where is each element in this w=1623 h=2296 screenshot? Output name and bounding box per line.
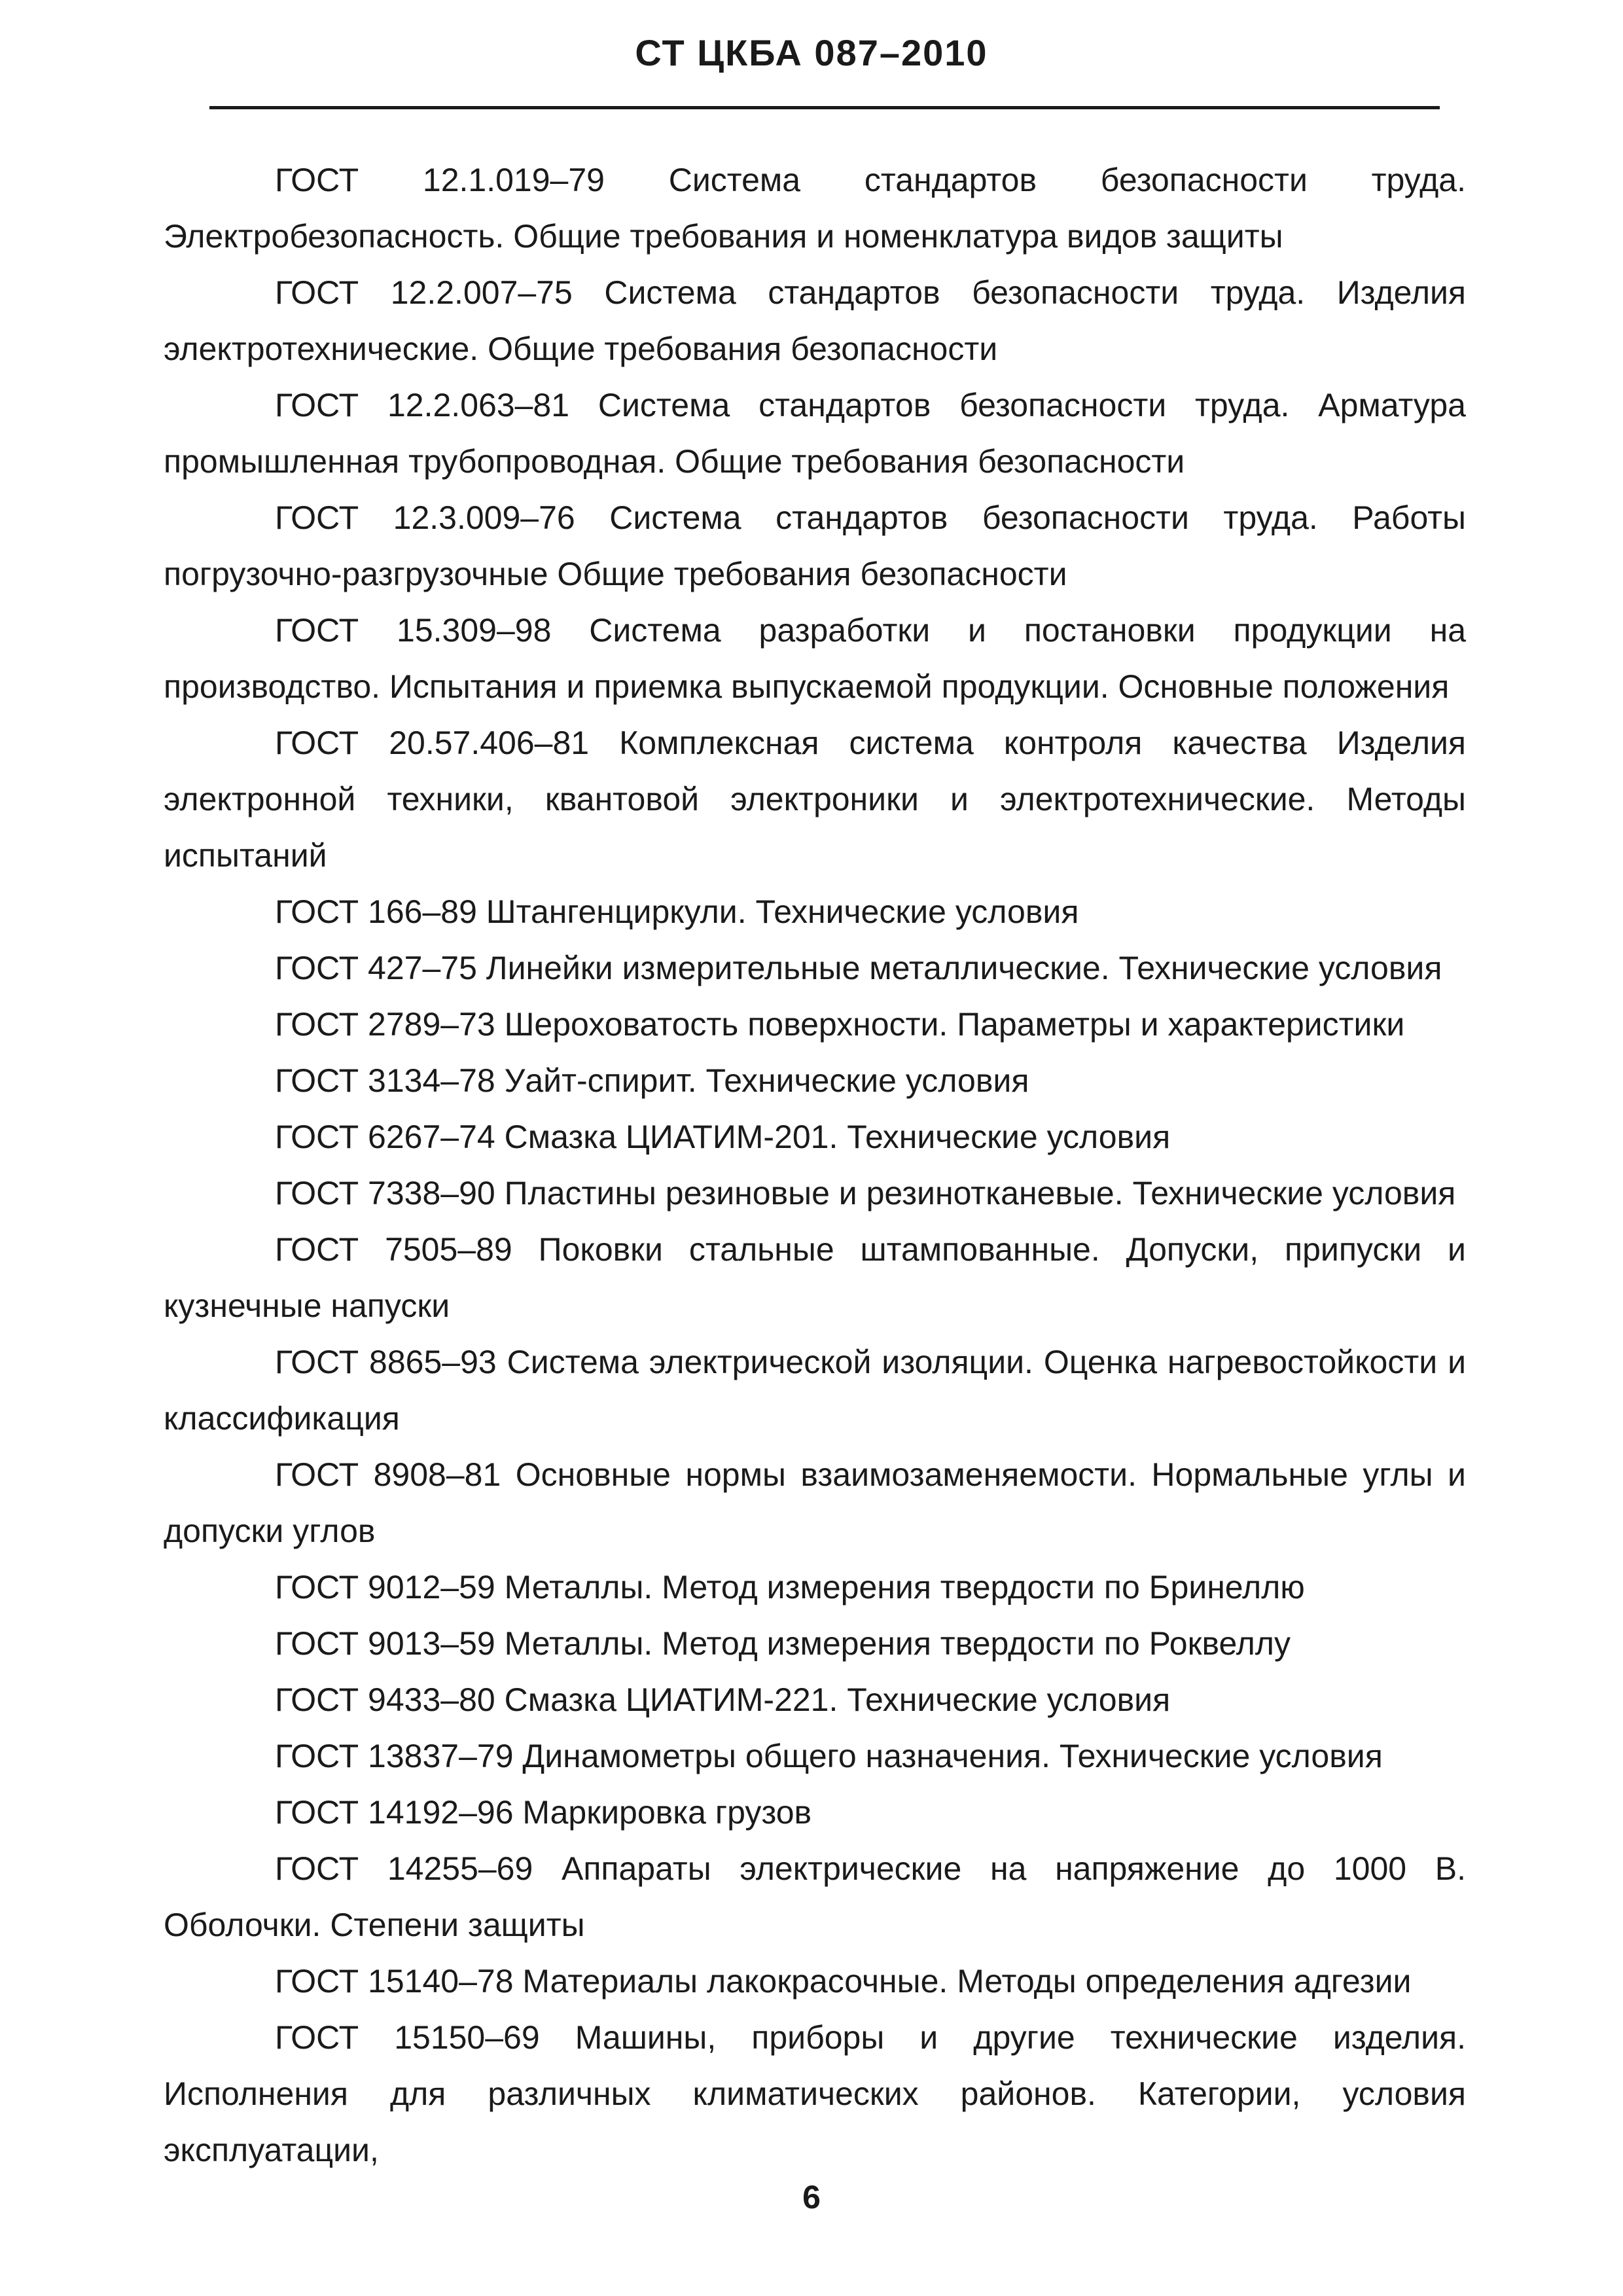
reference-entry: ГОСТ 12.2.007–75 Система стандартов безопасности труда. Изделия электротехнические. Общие требования безопасности (164, 274, 1466, 367)
reference-entry: ГОСТ 7338–90 Пластины резиновые и резинотканевые. Технические условия (275, 1175, 1456, 1211)
reference-entry: ГОСТ 12.1.019–79 Система стандартов безопасности труда. Электробезопасность. Общие требования и номенклатура видов защиты (164, 162, 1466, 255)
reference-entry: ГОСТ 15150–69 Машины, приборы и другие технические изделия. Исполнения для различных климатических районов. Категории, условия эксплуатации, (164, 2019, 1466, 2168)
reference-entry: ГОСТ 20.57.406–81 Комплексная система контроля качества Изделия электронной техники, квантовой электроники и электротехнические. Методы испытаний (164, 725, 1466, 874)
reference-entry: ГОСТ 15.309–98 Система разработки и постановки продукции на производство. Испытания и приемка выпускаемой продукции. Основные положения (164, 612, 1466, 705)
normative-references-list (164, 152, 1466, 2178)
reference-entry: ГОСТ 7505–89 Поковки стальные штампованные. Допуски, припуски и кузнечные напуски (164, 1231, 1466, 1324)
reference-entry: ГОСТ 6267–74 Смазка ЦИАТИМ-201. Технические условия (275, 1119, 1171, 1155)
reference-entry: ГОСТ 8865–93 Система электрической изоляции. Оценка нагревостойкости и классификация (164, 1344, 1466, 1437)
reference-entry: ГОСТ 13837–79 Динамометры общего назначения. Технические условия (275, 1738, 1383, 1774)
reference-entry: ГОСТ 427–75 Линейки измерительные металлические. Технические условия (275, 950, 1442, 986)
reference-entry: ГОСТ 9433–80 Смазка ЦИАТИМ-221. Технические условия (275, 1681, 1171, 1718)
document-header-title: СТ ЦКБА 087–2010 (635, 32, 988, 73)
reference-entry: ГОСТ 3134–78 Уайт-спирит. Технические условия (275, 1062, 1029, 1099)
reference-entry: ГОСТ 12.3.009–76 Система стандартов безопасности труда. Работы погрузочно-разгрузочные Общие требования безопасности (164, 499, 1466, 592)
reference-entry: ГОСТ 8908–81 Основные нормы взаимозаменяемости. Нормальные углы и допуски углов (164, 1456, 1466, 1549)
reference-entry: ГОСТ 9012–59 Металлы. Метод измерения твердости по Бринеллю (275, 1569, 1305, 1605)
reference-entry: ГОСТ 9013–59 Металлы. Метод измерения твердости по Роквеллу (275, 1625, 1291, 1662)
reference-entry: ГОСТ 166–89 Штангенциркули. Технические условия (275, 893, 1079, 930)
reference-entry: ГОСТ 12.2.063–81 Система стандартов безопасности труда. Арматура промышленная трубопроводная. Общие требования безопасности (164, 387, 1466, 480)
header-divider (209, 106, 1440, 109)
reference-entry: ГОСТ 2789–73 Шероховатость поверхности. Параметры и характеристики (275, 1006, 1405, 1043)
reference-entry: ГОСТ 14255–69 Аппараты электрические на напряжение до 1000 В. Оболочки. Степени защиты (164, 1850, 1466, 1943)
page-number: 6 (802, 2179, 821, 2215)
reference-entry: ГОСТ 15140–78 Материалы лакокрасочные. Методы определения адгезии (275, 1963, 1412, 2000)
reference-entry: ГОСТ 14192–96 Маркировка грузов (275, 1794, 812, 1831)
